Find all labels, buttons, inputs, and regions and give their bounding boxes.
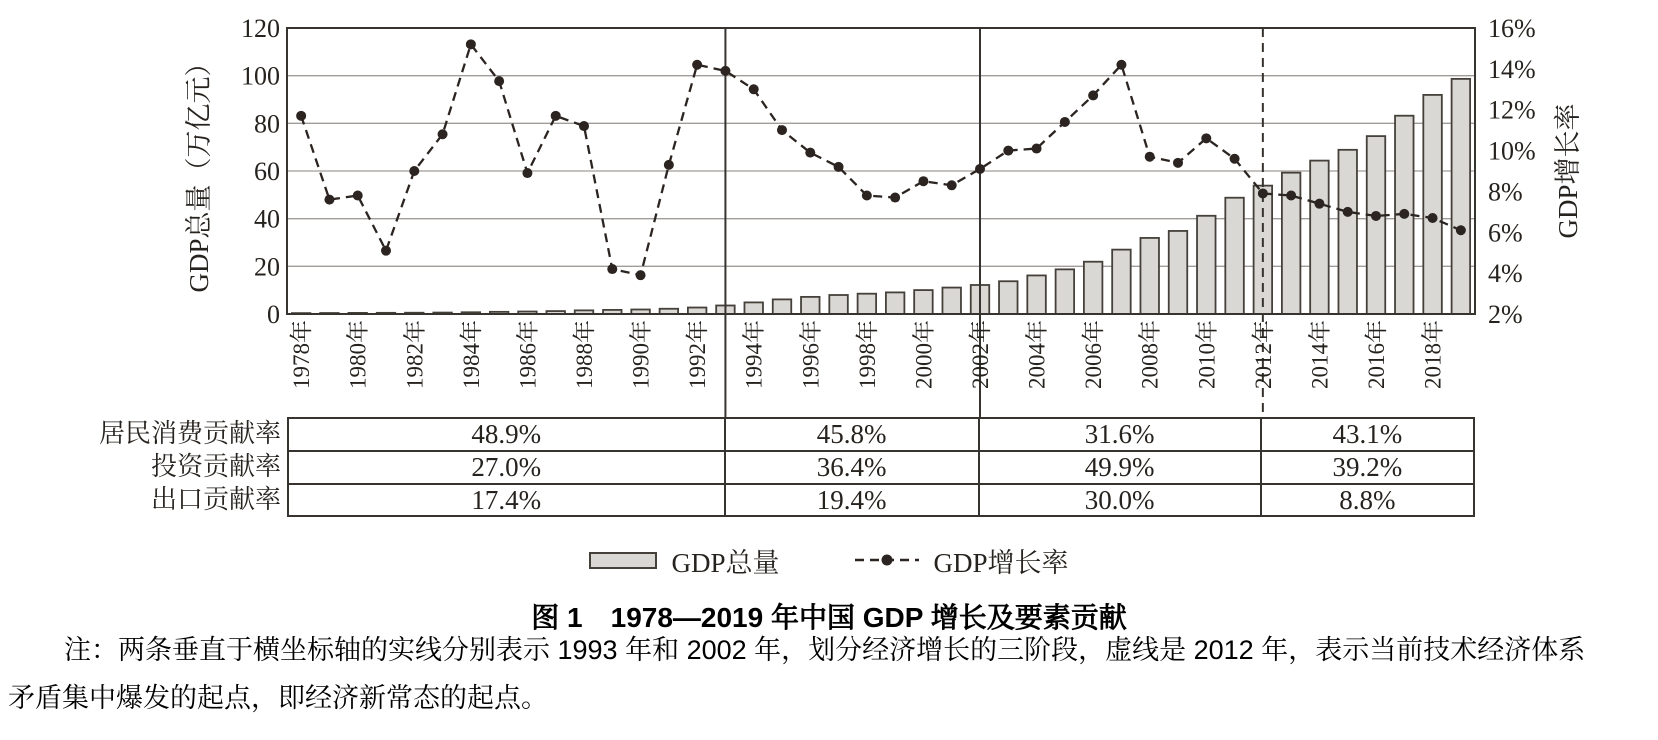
- growth-point: [1145, 152, 1155, 162]
- x-axis-tick: 2010年: [1194, 320, 1220, 389]
- gdp-bar: [1338, 150, 1357, 314]
- legend-item-gdp-growth: [854, 541, 1069, 580]
- growth-point: [664, 160, 674, 170]
- gdp-bar: [801, 297, 820, 314]
- gdp-bar: [1084, 262, 1103, 314]
- x-axis-tick: 2016年: [1364, 320, 1389, 389]
- gdp-bar: [1452, 79, 1471, 314]
- right-axis-title: GDP增长率: [1553, 103, 1583, 239]
- x-axis-tick: 1978年: [289, 320, 315, 389]
- growth-point: [692, 60, 702, 70]
- growth-point: [1456, 225, 1466, 235]
- row-label-export: 出口贡献率: [150, 485, 281, 514]
- growth-point: [1286, 191, 1296, 201]
- growth-point: [324, 195, 334, 205]
- table-cell: 30.0%: [980, 485, 1262, 516]
- growth-point: [975, 164, 985, 174]
- y-axis-tick: 120: [241, 14, 280, 43]
- growth-point: [1003, 146, 1013, 156]
- growth-point: [947, 180, 957, 190]
- gdp-bar: [1112, 250, 1131, 314]
- legend-item-gdp-total: [589, 541, 779, 580]
- growth-point: [834, 162, 844, 172]
- growth-point: [918, 176, 928, 186]
- x-axis-tick: 2000年: [911, 320, 937, 389]
- table-cell: 8.8%: [1339, 485, 1396, 515]
- gdp-bar: [1310, 161, 1329, 314]
- table-cell: 27.0%: [289, 452, 726, 485]
- x-axis-tick: 1986年: [515, 320, 541, 389]
- gdp-bar: [1225, 198, 1244, 314]
- bar-swatch-icon: [589, 552, 657, 569]
- figure-note: [8, 626, 1650, 722]
- gdp-bar: [1140, 238, 1159, 314]
- gdp-bar: [858, 294, 877, 314]
- x-axis-tick: 2002年: [968, 320, 993, 389]
- table-cell: 36.4%: [726, 452, 980, 485]
- x-axis-tick: 1992年: [685, 320, 711, 389]
- y2-axis-tick: 10%: [1488, 136, 1536, 166]
- gdp-bar: [773, 299, 792, 314]
- growth-point: [579, 121, 589, 131]
- growth-point: [1088, 90, 1098, 100]
- growth-point: [1258, 188, 1268, 198]
- y-axis-tick: 0: [267, 300, 280, 329]
- table-cell: 39.2%: [1262, 452, 1473, 485]
- x-axis-tick: 1988年: [572, 320, 597, 389]
- growth-point: [890, 193, 900, 203]
- gdp-bar: [1367, 136, 1386, 314]
- growth-point: [1201, 133, 1211, 143]
- growth-point: [551, 111, 561, 121]
- chart-legend: [0, 543, 1658, 577]
- dashed-line-swatch-icon: [854, 552, 920, 568]
- growth-point: [494, 76, 504, 86]
- table-cell: 17.4%: [289, 485, 726, 516]
- row-label-consumption: 居民消费贡献率: [98, 419, 281, 448]
- growth-point: [1428, 213, 1438, 223]
- gdp-bar: [942, 288, 961, 314]
- x-axis-tick: 1990年: [628, 320, 654, 389]
- y2-axis-tick: 12%: [1488, 95, 1536, 125]
- y-axis-tick: 60: [254, 157, 280, 186]
- figure-caption: 图 1 1978—2019 年中国 GDP 增长及要素贡献: [531, 602, 1127, 633]
- y2-axis-tick: 2%: [1488, 300, 1523, 329]
- growth-point: [862, 191, 872, 201]
- gdp-bar: [1254, 186, 1273, 314]
- legend-label: GDP增长率: [933, 547, 1069, 578]
- growth-point: [466, 39, 476, 49]
- y-axis-tick: 100: [241, 61, 280, 91]
- contribution-table: [287, 417, 1475, 517]
- x-axis-tick: 2006年: [1081, 320, 1107, 389]
- gdp-bar: [886, 292, 905, 314]
- growth-point: [749, 84, 759, 94]
- growth-point: [607, 264, 617, 274]
- x-axis-tick: 1984年: [458, 320, 484, 390]
- gdp-bar: [1056, 269, 1075, 314]
- x-axis-tick: 1982年: [402, 320, 428, 389]
- growth-point: [1371, 211, 1381, 221]
- growth-point: [1060, 117, 1070, 127]
- growth-point: [1230, 154, 1240, 164]
- y2-axis-tick: 8%: [1488, 177, 1523, 207]
- note-line-1: 注：两条垂直于横坐标轴的实线分别表示 1993 年和 2002 年，划分经济增长的三阶段，虚线是 2012 年，表示当前技术经济体系: [64, 635, 1586, 665]
- gdp-bar: [914, 290, 933, 314]
- table-cell: 45.8%: [726, 419, 980, 452]
- note-line-2: 矛盾集中爆发的起点，即经济新常态的起点。: [8, 683, 548, 713]
- table-cell: 31.6%: [980, 419, 1262, 452]
- growth-point: [381, 246, 391, 256]
- growth-point: [1116, 60, 1126, 70]
- growth-point: [805, 148, 815, 158]
- x-axis-tick: 2004年: [1024, 320, 1050, 389]
- x-axis-tick: 2014年: [1307, 320, 1333, 389]
- x-axis-tick: 2008年: [1137, 320, 1163, 389]
- growth-point: [1173, 158, 1183, 168]
- growth-point: [522, 168, 532, 178]
- growth-point: [720, 66, 730, 76]
- table-row-labels: [0, 417, 281, 516]
- y2-axis-tick: 6%: [1488, 218, 1523, 248]
- gdp-bar: [1197, 216, 1216, 314]
- left-axis-title: GDP总量（万亿元）: [184, 49, 214, 293]
- growth-point: [296, 111, 306, 121]
- x-axis-tick: 1980年: [345, 320, 371, 389]
- y-axis-tick: 80: [254, 109, 280, 139]
- growth-point: [409, 166, 419, 176]
- gdp-bar: [1027, 275, 1046, 314]
- y-axis-tick: 20: [254, 252, 280, 282]
- x-axis-tick: 1994年: [741, 320, 767, 389]
- growth-point: [1399, 209, 1409, 219]
- y2-axis-tick: 4%: [1488, 259, 1523, 289]
- x-axis-tick: 2012年: [1250, 320, 1276, 389]
- growth-point: [1314, 199, 1324, 209]
- gdp-bar: [1169, 231, 1188, 314]
- gdp-bar: [999, 281, 1018, 314]
- y2-axis-tick: 14%: [1488, 54, 1536, 84]
- legend-label: GDP总量: [671, 547, 780, 578]
- gdp-bar: [1423, 95, 1442, 314]
- x-axis-tick: 2018年: [1420, 320, 1446, 389]
- growth-point: [1032, 144, 1042, 154]
- x-axis-tick: 1998年: [854, 320, 880, 389]
- growth-point: [777, 125, 787, 135]
- y2-axis-tick: 16%: [1488, 14, 1536, 43]
- growth-point: [1343, 207, 1353, 217]
- growth-point: [636, 270, 646, 280]
- table-cell: 43.1%: [1262, 419, 1473, 452]
- x-axis-tick: 1996年: [798, 320, 824, 389]
- growth-point: [438, 129, 448, 139]
- gdp-bar: [744, 302, 763, 314]
- table-cell: 19.4%: [726, 485, 980, 516]
- table-cell: 48.9%: [289, 419, 726, 452]
- growth-point: [353, 191, 363, 201]
- row-label-investment: 投资贡献率: [150, 452, 281, 481]
- table-cell: 49.9%: [980, 452, 1262, 485]
- gdp-bar: [829, 295, 848, 314]
- y-axis-tick: 40: [254, 204, 280, 234]
